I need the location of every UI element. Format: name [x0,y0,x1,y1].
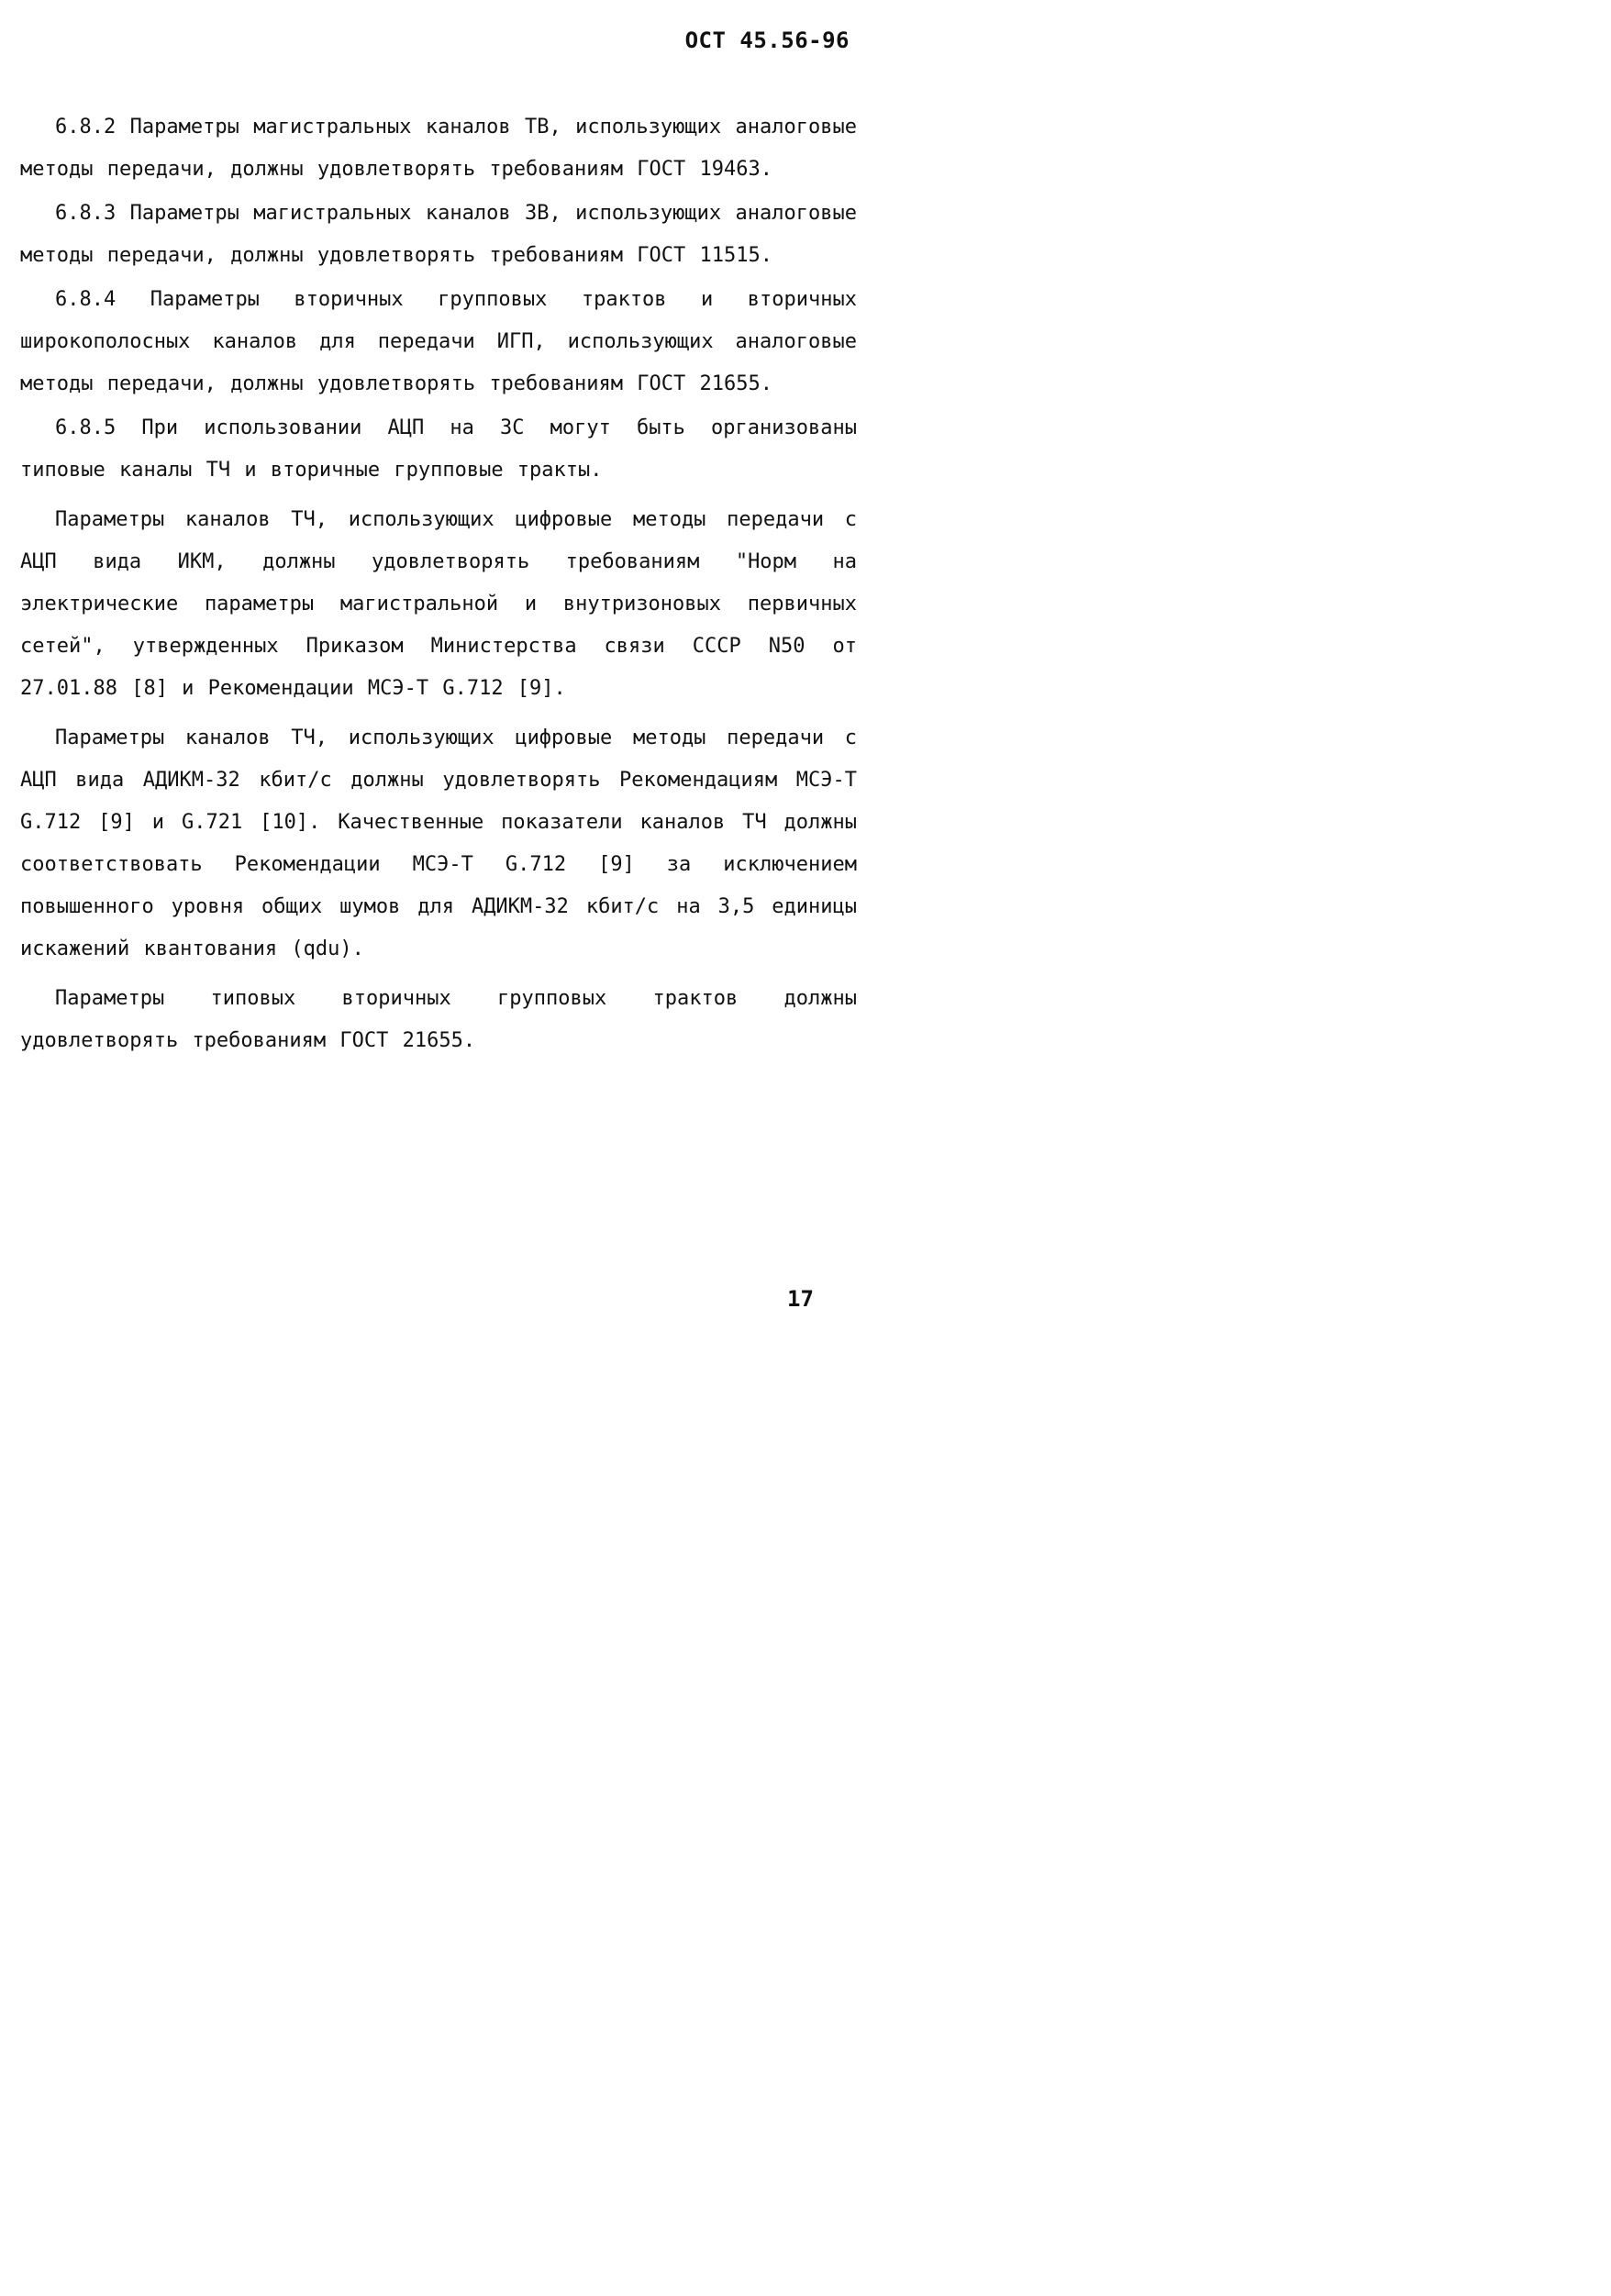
body-text [20,106,857,1064]
paragraph-ikm-channels: Параметры каналов ТЧ, использующих цифровые методы передачи с АЦП вида ИКМ, должны удовлетворять требованиям "Норм на электрические параметры магистральной и внутризоновых первичных сетей", утвержденных Приказом Министерства связи СССР N50 от 27.01.88 [8] и Рекомендации МСЭ-Т G.712 [9]. [20,508,857,700]
document-code-header: ОСТ 45.56-96 [684,28,850,53]
paragraph-6-8-4: 6.8.4 Параметры вторичных групповых трактов и вторичных широкополосных каналов для передачи ИГП, использующих аналоговые методы передачи, должны удовлетворять требованиям ГОСТ 21655. [20,288,857,395]
paragraph-secondary-tracts: Параметры типовых вторичных групповых трактов должны удовлетворять требованиям ГОСТ 21655. [20,987,857,1052]
paragraph-6-8-2: 6.8.2 Параметры магистральных каналов ТВ, использующих аналоговые методы передачи, должны удовлетворять требованиям ГОСТ 19463. [20,116,857,181]
paragraph-6-8-5: 6.8.5 При использовании АЦП на ЗС могут быть организованы типовые каналы ТЧ и вторичные групповые тракты. [20,416,857,482]
paragraph-adikm-channels: Параметры каналов ТЧ, использующих цифровые методы передачи с АЦП вида АДИКМ-32 кбит/с должны удовлетворять Рекомендациям МСЭ-Т G.712 [9] и G.721 [10]. Качественные показатели каналов ТЧ должны соответствовать Рекомендации МСЭ-Т G.712 [9] за исключением повышенного уровня общих шумов для АДИКМ-32 кбит/с на 3,5 единицы искажений квантования (qdu). [20,727,857,960]
paragraph-6-8-3: 6.8.3 Параметры магистральных каналов ЗВ, использующих аналоговые методы передачи, должны удовлетворять требованиям ГОСТ 11515. [20,202,857,267]
page-number: 17 [787,1286,814,1312]
document-page [0,0,1017,1448]
